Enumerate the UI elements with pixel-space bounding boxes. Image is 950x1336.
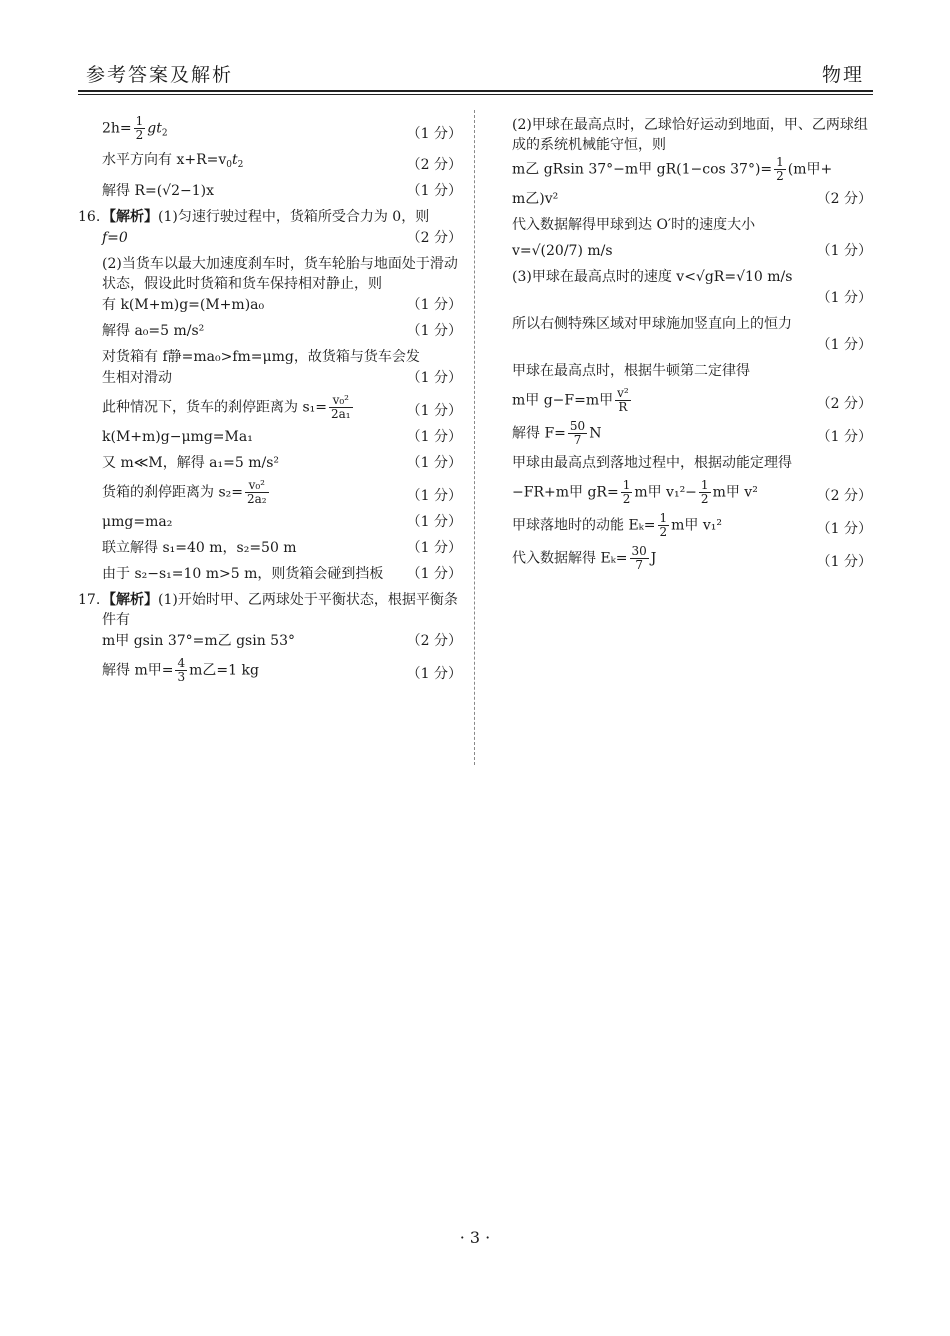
fraction (175, 657, 187, 684)
frac-den: 2 (659, 525, 668, 539)
paragraph (78, 347, 462, 367)
eq-text: μmg=ma₂ (102, 513, 173, 530)
eq-text: 由于 s₂−s₁=10 m>5 m，则货箱会碰到挡板 (102, 565, 384, 582)
frac-num: 1 (659, 511, 668, 525)
fraction (134, 115, 146, 142)
eq-line (78, 538, 462, 558)
score: （1 分） (406, 539, 462, 556)
frac-den: 7 (635, 558, 643, 572)
text: (1)匀速行驶过程中，货箱所受合力为 0，则 (158, 208, 430, 225)
eq-line (78, 479, 462, 506)
eq-text: −FR+m甲 gR= (512, 484, 619, 501)
eq-line (78, 394, 462, 421)
fraction (774, 156, 786, 183)
eq-line (78, 228, 462, 248)
eq-text: (3)甲球在最高点时的速度 v<√gR=√10 m/s (512, 269, 793, 285)
frac-num: 1 (622, 478, 631, 492)
question-number: 17. (78, 591, 101, 608)
score: （1 分） (406, 182, 462, 199)
score: （1 分） (406, 565, 462, 582)
eq-line (512, 241, 872, 261)
frac-den: 2 (776, 169, 784, 183)
frac-num: 30 (631, 544, 647, 558)
left-column (78, 115, 462, 690)
header-title: 参考答案及解析 (86, 64, 234, 86)
frac-den: 2a₂ (246, 491, 267, 506)
eq-tail: J (650, 550, 657, 567)
eq-line (78, 321, 462, 341)
eq-line (78, 115, 462, 144)
frac-den: 2a₁ (330, 406, 351, 421)
fraction (630, 545, 649, 572)
fraction (245, 479, 269, 506)
eq-text: m甲 g−F=m甲 (512, 392, 614, 409)
text: 所以右侧特殊区域对甲球施加竖直向上的恒力 (512, 316, 792, 332)
eq-line (78, 181, 462, 201)
eq-tail: gt (147, 120, 162, 137)
q17-header (78, 590, 462, 630)
score: （2 分） (406, 632, 462, 649)
eq-line (78, 564, 462, 584)
score: （1 分） (406, 369, 462, 386)
q16-header (78, 207, 462, 227)
text: (2)当货车以最大加速度刹车时，货车轮胎与地面处于滑动状态，假设此时货箱和货车保持相对静止，则 (102, 255, 458, 292)
eq-line (78, 150, 462, 175)
fraction (699, 479, 711, 506)
eq-text: k(M+m)g−μmg=Ma₁ (102, 428, 253, 445)
header-subject: 物理 (821, 64, 864, 86)
frac-num: 4 (177, 655, 186, 670)
eq-text: m乙)v² (512, 191, 559, 207)
frac-num: 1 (135, 114, 144, 128)
eq-line (512, 387, 872, 414)
text: 生相对滑动 (102, 369, 172, 386)
text: 甲球在最高点时，根据牛顿第二定律得 (512, 363, 750, 379)
eq-tail: m甲 v² (712, 484, 758, 501)
paragraph (78, 254, 462, 294)
eq-tail: t (232, 151, 238, 168)
eq-line (512, 156, 872, 183)
eq-sub: 0 (226, 159, 232, 170)
paragraph (512, 314, 872, 334)
eq-line (78, 427, 462, 447)
eq-text: 2h= (102, 120, 132, 137)
text: 对货箱有 f静=ma₀>fm=μmg，故货箱与货车会发 (102, 348, 420, 365)
header-rule-thin (78, 94, 873, 95)
score: （2 分） (406, 229, 462, 246)
fraction (329, 394, 353, 421)
eq-text: 甲球落地时的动能 Eₖ= (512, 517, 656, 534)
eq-line (512, 267, 872, 287)
frac-den: R (618, 400, 628, 414)
score: （1 分） (816, 243, 872, 259)
eq-text: 解得 R=(√2−1)x (102, 182, 215, 199)
score: （2 分） (406, 156, 462, 173)
frac-den: 3 (177, 669, 186, 684)
eq-text: 解得 a₀=5 m/s² (102, 322, 205, 339)
fraction (615, 387, 631, 414)
fraction (621, 479, 633, 506)
score: （1 分） (816, 290, 872, 306)
frac-den: 2 (700, 492, 709, 506)
score-line (512, 288, 872, 308)
paragraph (512, 115, 872, 155)
frac-num: 1 (700, 478, 709, 492)
eq-tail: (m甲+ (787, 161, 833, 178)
eq-text: 代入数据解得 Eₖ= (512, 550, 628, 567)
paragraph (512, 453, 872, 473)
score: （1 分） (816, 521, 872, 537)
eq-sub: 2 (161, 128, 168, 139)
eq-tail: m乙=1 kg (189, 662, 259, 678)
eq-line (78, 295, 462, 315)
eq-text: m乙 gRsin 37°−m甲 gR(1−cos 37°)= (512, 161, 773, 178)
text: (2)甲球在最高点时，乙球恰好运动到地面，甲、乙两球组成的系统机械能守恒，则 (512, 117, 868, 153)
frac-num: 50 (569, 419, 586, 433)
eq-text: 解得 F= (512, 425, 566, 442)
frac-num: 1 (776, 155, 784, 169)
score: （1 分） (816, 337, 872, 353)
eq-line (78, 368, 462, 388)
page-number: · 3 · (459, 1228, 491, 1247)
eq-line (78, 453, 462, 473)
score: （2 分） (816, 488, 872, 504)
score: （2 分） (816, 191, 872, 207)
score: （1 分） (406, 487, 462, 504)
analysis-tag: 【解析】 (102, 591, 158, 608)
score: （1 分） (406, 125, 462, 142)
frac-num: v² (617, 386, 629, 400)
eq-tail: m甲 v₁² (671, 517, 723, 534)
eq-text: 此种情况下，货车的刹停距离为 s₁= (102, 399, 327, 415)
eq-line (78, 657, 462, 684)
eq-sub: 2 (237, 159, 244, 170)
score: （1 分） (816, 429, 872, 445)
score: （1 分） (406, 402, 462, 419)
frac-den: 2 (135, 128, 144, 142)
eq-line (78, 512, 462, 532)
paragraph (512, 361, 872, 381)
score: （1 分） (406, 428, 462, 445)
eq-line (512, 479, 872, 506)
header-rule (78, 90, 873, 92)
eq-mid: m甲 v₁²− (634, 484, 697, 501)
eq-text: 又 m≪M，解得 a₁=5 m/s² (102, 454, 280, 471)
eq-line (78, 631, 462, 651)
eq-text: f=0 (102, 229, 128, 246)
score: （1 分） (406, 296, 462, 313)
fraction (658, 512, 670, 539)
text: (1)开始时甲、乙两球处于平衡状态，根据平衡条件有 (102, 591, 458, 628)
text: 甲球由最高点到落地过程中，根据动能定理得 (512, 455, 792, 471)
eq-text: 解得 m甲= (102, 662, 174, 678)
column-divider (474, 110, 475, 765)
score-line (512, 335, 872, 355)
score: （1 分） (816, 554, 872, 570)
eq-line (512, 189, 872, 209)
eq-tail: N (589, 425, 602, 442)
eq-text: v=√(20/7) m/s (512, 243, 613, 259)
frac-num: v₀² (245, 479, 269, 493)
eq-line (512, 545, 872, 572)
score: （1 分） (406, 513, 462, 530)
frac-den: 2 (622, 492, 631, 506)
eq-text: 货箱的刹停距离为 s₂= (102, 484, 243, 500)
eq-line (512, 512, 872, 539)
eq-line (512, 420, 872, 447)
score: （1 分） (406, 454, 462, 471)
eq-text: 水平方向有 x+R=v (102, 151, 227, 168)
frac-den: 7 (573, 433, 582, 447)
question-number: 16. (78, 208, 101, 225)
eq-text: m甲 gsin 37°=m乙 gsin 53° (102, 632, 295, 649)
frac-num: v₀² (329, 394, 353, 408)
paragraph (512, 215, 872, 235)
score: （2 分） (816, 396, 872, 412)
score: （1 分） (406, 322, 462, 339)
text: 代入数据解得甲球到达 O′时的速度大小 (512, 217, 756, 233)
analysis-tag: 【解析】 (102, 208, 158, 225)
right-column (512, 115, 872, 578)
fraction (568, 420, 587, 447)
eq-text: 有 k(M+m)g=(M+m)a₀ (102, 296, 265, 313)
score: （1 分） (406, 665, 462, 682)
eq-text: 联立解得 s₁=40 m，s₂=50 m (102, 539, 297, 556)
